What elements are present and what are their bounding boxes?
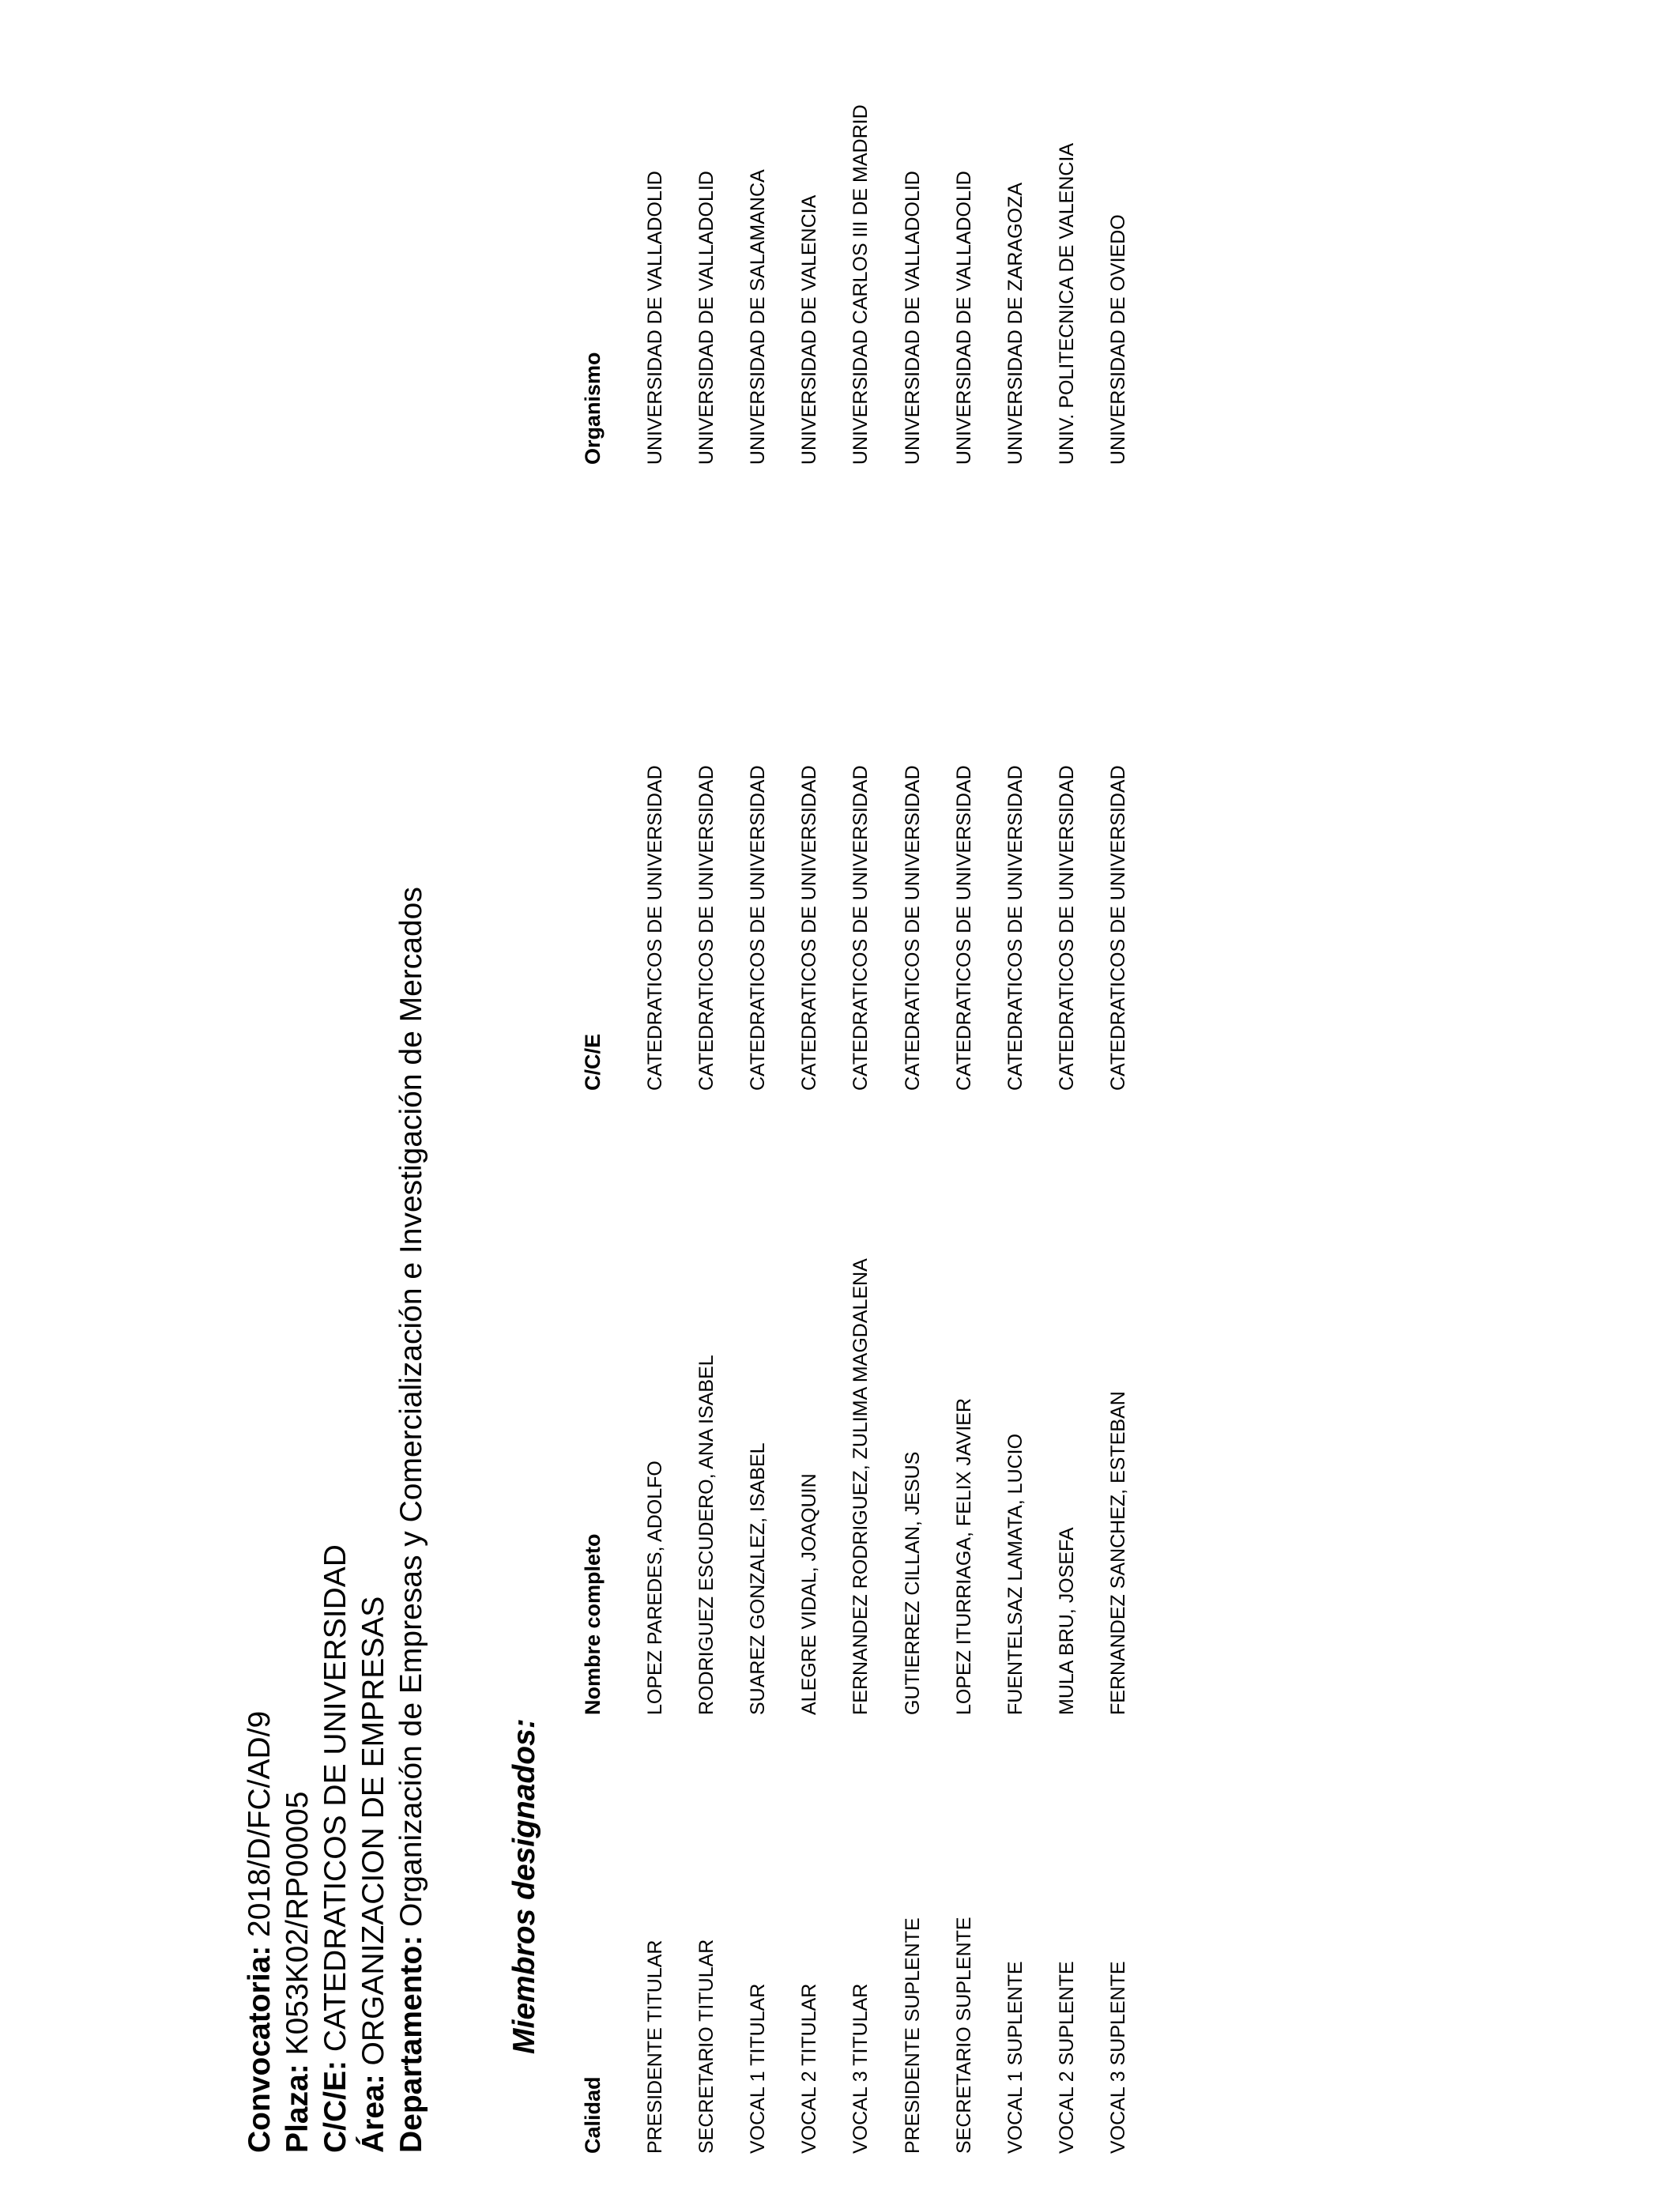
cell-calidad: VOCAL 3 SUPLENTE (1107, 1961, 1129, 2154)
table-row (1107, 0, 1139, 2194)
table-row (798, 0, 830, 2194)
column-header-nombre: Nombre completo (581, 1533, 605, 1715)
area-line (355, 887, 393, 2153)
cell-calidad: VOCAL 2 TITULAR (798, 1983, 820, 2154)
column-header-cce: C/C/E (581, 1033, 605, 1091)
departamento-value: Organización de Empresas y Comercialización e Investigación de Mercados (394, 887, 428, 1936)
cell-organismo: UNIVERSIDAD CARLOS III DE MADRID (849, 104, 872, 465)
column-header-calidad: Calidad (581, 2076, 605, 2154)
document-header (241, 887, 431, 2153)
cell-nombre: FERNANDEZ RODRIGUEZ, ZULIMA MAGDALENA (849, 1258, 872, 1715)
table-row (695, 0, 727, 2194)
cell-cce: CATEDRATICOS DE UNIVERSIDAD (902, 765, 924, 1091)
cce-line (317, 887, 355, 2153)
plaza-value: K053K02/RP00005 (281, 1791, 315, 2064)
cell-nombre: GUTIERREZ CILLAN, JESUS (902, 1451, 924, 1715)
cell-organismo: UNIVERSIDAD DE VALENCIA (798, 194, 820, 465)
plaza-line (279, 887, 317, 2153)
table-row (849, 0, 881, 2194)
cce-value: CATEDRATICOS DE UNIVERSIDAD (318, 1544, 352, 2060)
table-row (644, 0, 676, 2194)
area-label: Área: (356, 2074, 390, 2153)
cell-calidad: PRESIDENTE TITULAR (644, 1940, 666, 2154)
cell-cce: CATEDRATICOS DE UNIVERSIDAD (1056, 765, 1078, 1091)
cell-cce: CATEDRATICOS DE UNIVERSIDAD (695, 765, 718, 1091)
cell-calidad: VOCAL 2 SUPLENTE (1056, 1961, 1078, 2154)
cell-organismo: UNIVERSIDAD DE VALLADOLID (953, 171, 975, 465)
cell-nombre: MULA BRU, JOSEFA (1056, 1527, 1078, 1715)
cell-organismo: UNIV. POLITECNICA DE VALENCIA (1056, 142, 1078, 465)
cell-cce: CATEDRATICOS DE UNIVERSIDAD (747, 765, 769, 1091)
cell-cce: CATEDRATICOS DE UNIVERSIDAD (953, 765, 975, 1091)
section-title: Miembros designados: (507, 1718, 541, 2054)
cell-nombre: LOPEZ PAREDES, ADOLFO (644, 1461, 666, 1715)
cell-cce: CATEDRATICOS DE UNIVERSIDAD (849, 765, 872, 1091)
cell-calidad: SECRETARIO TITULAR (695, 1939, 718, 2154)
table-row (953, 0, 985, 2194)
table-row (747, 0, 778, 2194)
cell-organismo: UNIVERSIDAD DE SALAMANCA (747, 169, 769, 465)
cell-organismo: UNIVERSIDAD DE ZARAGOZA (1004, 183, 1026, 465)
cell-cce: CATEDRATICOS DE UNIVERSIDAD (798, 765, 820, 1091)
cell-organismo: UNIVERSIDAD DE VALLADOLID (902, 171, 924, 465)
table-row (1004, 0, 1036, 2194)
table-row (1056, 0, 1087, 2194)
cell-calidad: VOCAL 3 TITULAR (849, 1983, 872, 2154)
cell-cce: CATEDRATICOS DE UNIVERSIDAD (1004, 765, 1026, 1091)
departamento-label: Departamento: (394, 1935, 428, 2153)
area-value: ORGANIZACION DE EMPRESAS (356, 1596, 390, 2075)
cell-calidad: VOCAL 1 TITULAR (747, 1983, 769, 2154)
cell-nombre: RODRIGUEZ ESCUDERO, ANA ISABEL (695, 1355, 718, 1715)
cell-cce: CATEDRATICOS DE UNIVERSIDAD (1107, 765, 1129, 1091)
convocatoria-value: 2018/D/FC/AD/9 (243, 1710, 277, 1946)
cell-organismo: UNIVERSIDAD DE OVIEDO (1107, 214, 1129, 465)
cell-organismo: UNIVERSIDAD DE VALLADOLID (695, 171, 718, 465)
column-header-organismo: Organismo (581, 352, 605, 465)
cell-nombre: FERNANDEZ SANCHEZ, ESTEBAN (1107, 1391, 1129, 1715)
plaza-label: Plaza: (281, 2064, 315, 2153)
cell-nombre: FUENTELSAZ LAMATA, LUCIO (1004, 1433, 1026, 1715)
table-row (902, 0, 933, 2194)
convocatoria-label: Convocatoria: (243, 1945, 277, 2153)
cell-calidad: PRESIDENTE SUPLENTE (902, 1917, 924, 2154)
cce-label: C/C/E: (318, 2060, 352, 2153)
cell-calidad: VOCAL 1 SUPLENTE (1004, 1961, 1026, 2154)
cell-nombre: ALEGRE VIDAL, JOAQUIN (798, 1473, 820, 1715)
table-header (581, 0, 612, 2194)
cell-nombre: SUAREZ GONZALEZ, ISABEL (747, 1442, 769, 1715)
cell-organismo: UNIVERSIDAD DE VALLADOLID (644, 171, 666, 465)
convocatoria-line (241, 887, 279, 2153)
cell-cce: CATEDRATICOS DE UNIVERSIDAD (644, 765, 666, 1091)
departamento-line (393, 887, 431, 2153)
cell-nombre: LOPEZ ITURRIAGA, FELIX JAVIER (953, 1397, 975, 1715)
cell-calidad: SECRETARIO SUPLENTE (953, 1917, 975, 2154)
